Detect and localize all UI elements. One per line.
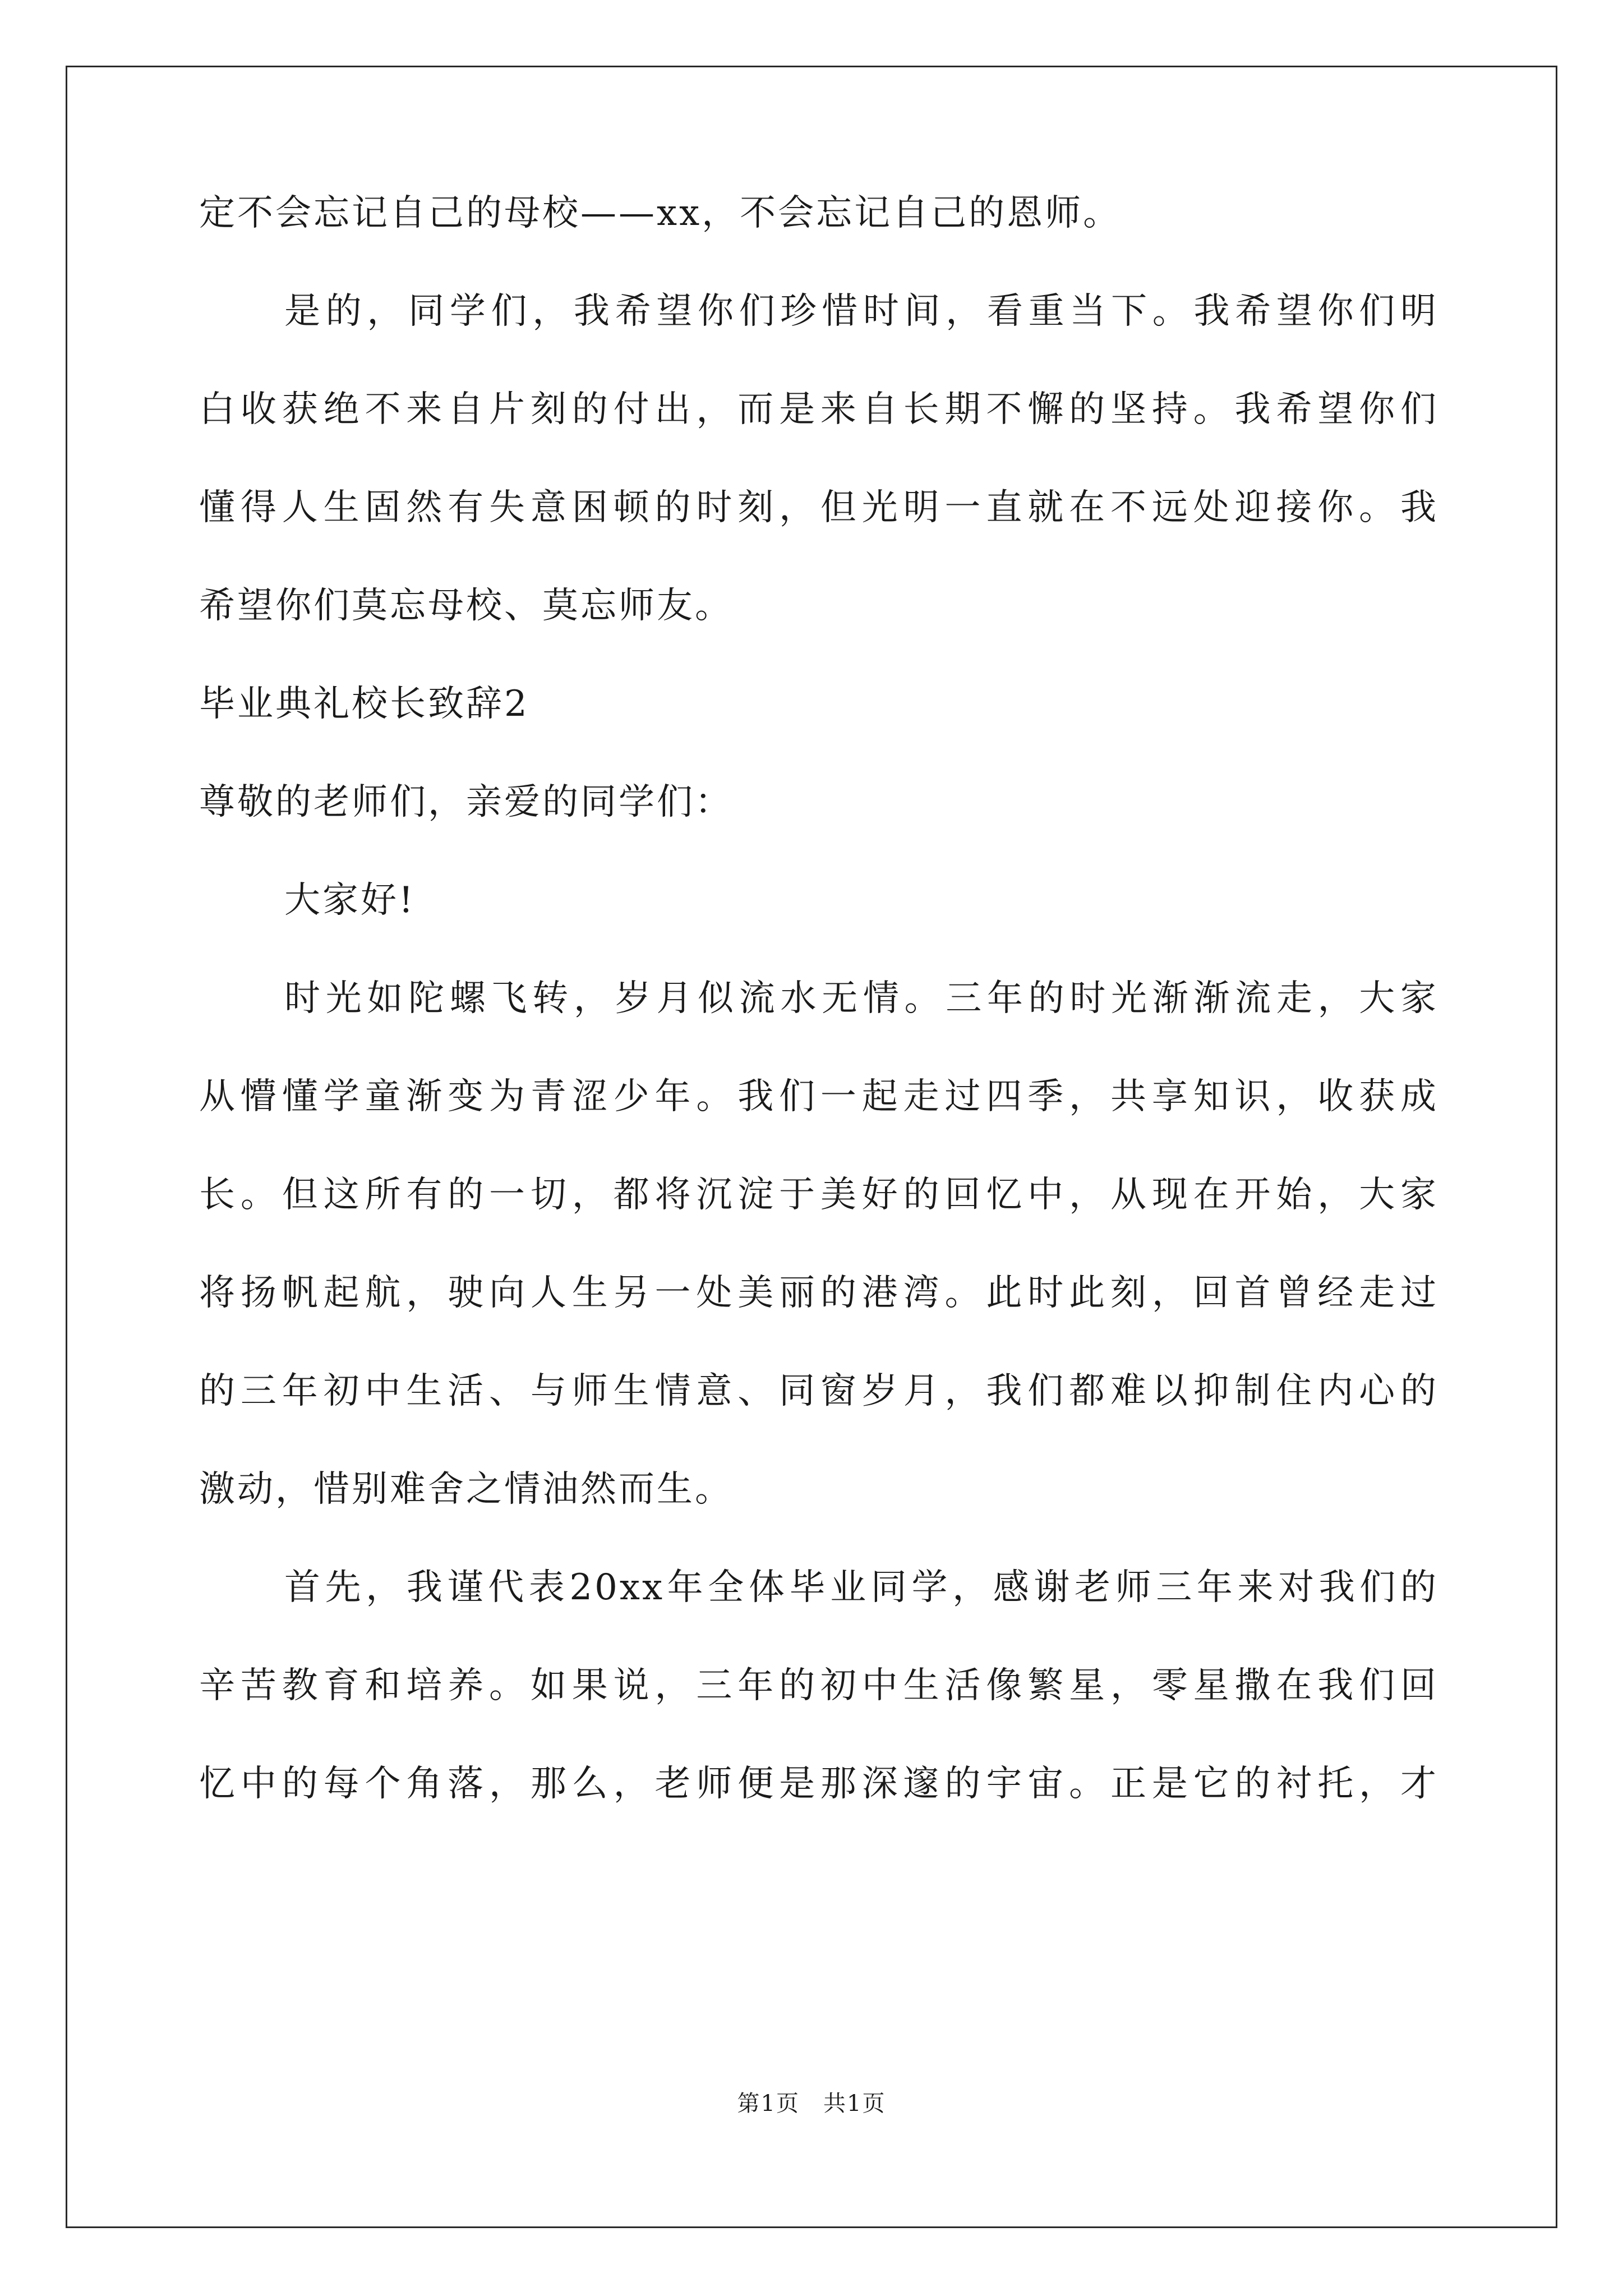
- text-line: 辛苦教育和培养。如果说，三年的初中生活像繁星，零星撒在我们回: [199, 1665, 1438, 1706]
- text-line: 是的，同学们，我希望你们珍惜时间，看重当下。我希望你们明: [284, 291, 1438, 332]
- salutation: 尊敬的老师们，亲爱的同学们：: [199, 781, 733, 823]
- text-line: 长。但这所有的一切，都将沉淀于美好的回忆中，从现在开始，大家: [199, 1174, 1438, 1216]
- text-line: 懂得人生固然有失意困顿的时刻，但光明一直就在不远处迎接你。我: [199, 487, 1438, 528]
- page-footer: 第1页 共1页: [737, 2091, 886, 2116]
- text-line: 的三年初中生活、与师生情意、同窗岁月，我们都难以抑制住内心的: [199, 1370, 1438, 1412]
- text-line: 白收获绝不来自片刻的付出，而是来自长期不懈的坚持。我希望你们: [199, 389, 1438, 430]
- text-line: 忆中的每个角落，那么，老师便是那深邃的宇宙。正是它的衬托，才: [199, 1763, 1438, 1805]
- document-body: [199, 191, 1438, 1860]
- text-line: 将扬帆起航，驶向人生另一处美丽的港湾。此时此刻，回首曾经走过: [199, 1272, 1438, 1314]
- text-line: 首先，我谨代表20xx年全体毕业同学，感谢老师三年来对我们的: [284, 1567, 1438, 1608]
- text-line: 希望你们莫忘母校、莫忘师友。: [199, 585, 733, 627]
- text-line: 定不会忘记自己的母校——xx，不会忘记自己的恩师。: [199, 192, 1122, 234]
- text-line: 时光如陀螺飞转，岁月似流水无情。三年的时光渐渐流走，大家: [284, 978, 1438, 1019]
- text-line: 激动，惜别难舍之情油然而生。: [199, 1469, 733, 1510]
- text-line: 从懵懂学童渐变为青涩少年。我们一起走过四季，共享知识，收获成: [199, 1076, 1438, 1117]
- section-heading: 毕业典礼校长致辞2: [199, 683, 529, 725]
- greeting: 大家好!: [284, 880, 416, 921]
